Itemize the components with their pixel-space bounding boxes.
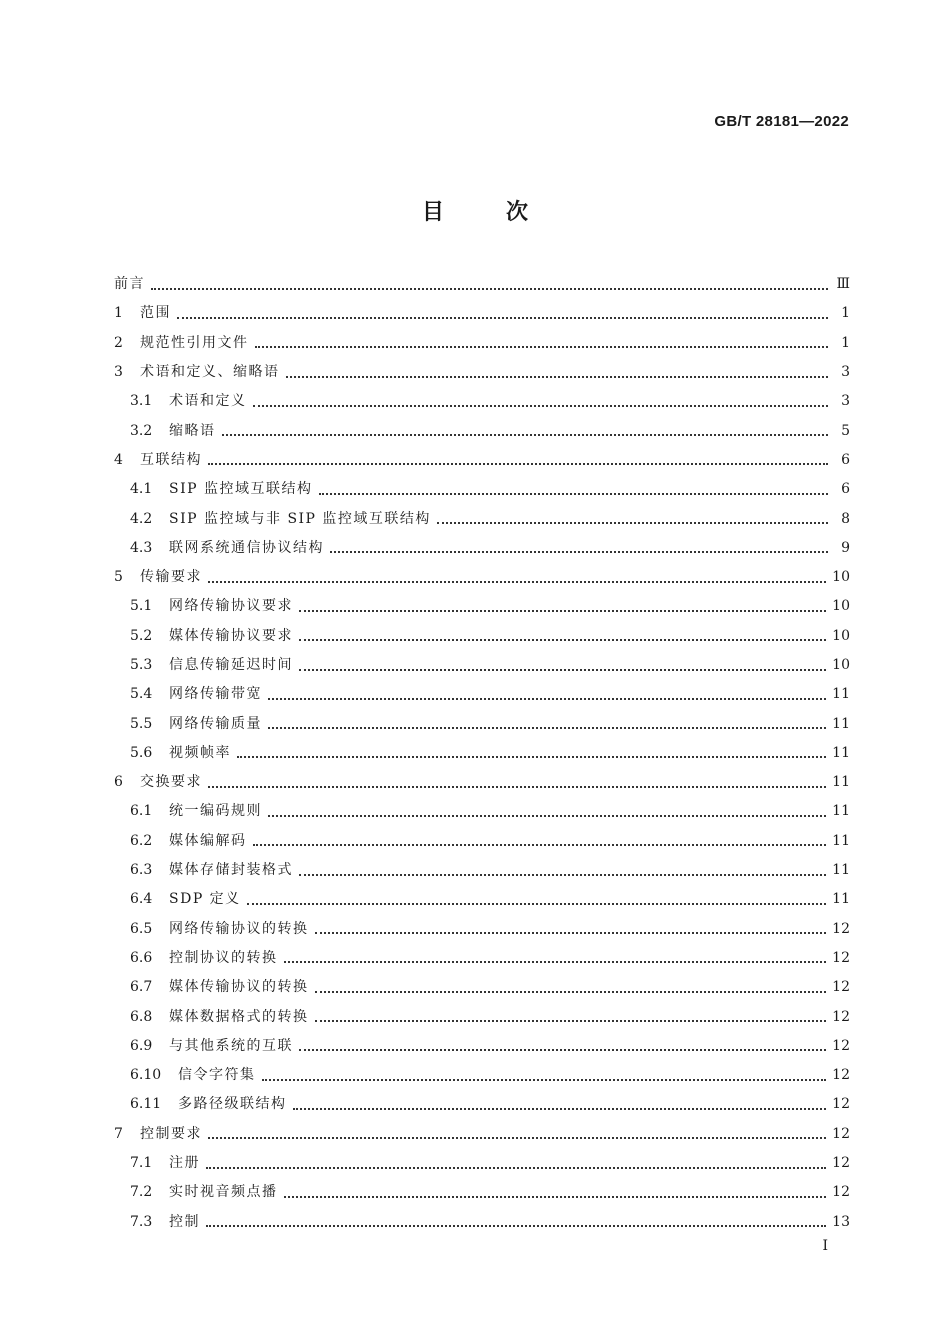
toc-entry[interactable]	[114, 1120, 850, 1149]
toc-entry-label: 媒体传输协议的转换	[169, 979, 309, 996]
toc-entry-number: 6.7	[130, 979, 153, 996]
toc-entry-number: 4.3	[130, 539, 153, 556]
toc-entry[interactable]	[114, 915, 850, 944]
toc-entry[interactable]	[114, 329, 850, 358]
toc-entry-label: 术语和定义、缩略语	[140, 364, 280, 381]
toc-entry[interactable]	[114, 709, 850, 738]
toc-entry-page: 12	[832, 1008, 850, 1025]
toc-entry-number: 6.8	[130, 1008, 153, 1025]
toc-entry-label: 媒体数据格式的转换	[169, 1008, 309, 1025]
toc-entry-page: Ⅲ	[836, 276, 850, 293]
dot-leader	[268, 801, 826, 817]
toc-entry[interactable]	[114, 358, 850, 387]
dot-leader	[299, 655, 826, 671]
standard-code: GB/T 28181—2022	[714, 113, 849, 130]
toc-entry-number: 6.3	[130, 862, 153, 879]
toc-entry[interactable]	[114, 797, 850, 826]
dot-leader	[237, 742, 826, 758]
toc-entry-page: 11	[832, 832, 850, 849]
toc-entry[interactable]	[114, 856, 850, 885]
toc-entry-label: 实时视音频点播	[169, 1184, 278, 1201]
toc-entry-label: 注册	[169, 1155, 200, 1172]
toc-entry-page: 3	[841, 364, 850, 381]
toc-entry-number: 6.2	[130, 832, 153, 849]
toc-entry[interactable]	[114, 504, 850, 533]
toc-entry-page: 5	[841, 422, 850, 439]
toc-entry-page: 6	[841, 481, 850, 498]
dot-leader	[319, 479, 829, 495]
dot-leader	[222, 420, 829, 436]
toc-entry-label: 互联结构	[140, 451, 202, 468]
toc-entry-label: 控制	[169, 1213, 200, 1230]
toc-entry-label: 媒体编解码	[169, 832, 247, 849]
toc-entry[interactable]	[114, 768, 850, 797]
dot-leader	[268, 713, 826, 729]
toc-entry-label: 媒体传输协议要求	[169, 627, 293, 644]
toc-entry-number: 5.5	[130, 715, 153, 732]
toc-entry-label: 控制协议的转换	[169, 949, 278, 966]
toc-entry[interactable]	[114, 387, 850, 416]
toc-entry-label: 网络传输协议要求	[169, 598, 293, 615]
toc-entry-page: 12	[832, 920, 850, 937]
dot-leader	[299, 860, 826, 876]
toc-entry-number: 6.6	[130, 949, 153, 966]
table-of-contents	[114, 270, 850, 1237]
toc-entry[interactable]	[114, 622, 850, 651]
toc-entry[interactable]	[114, 592, 850, 621]
toc-entry-number: 6.1	[130, 803, 153, 820]
toc-entry-page: 10	[832, 598, 850, 615]
toc-entry-number: 6.10	[130, 1067, 162, 1084]
dot-leader	[299, 596, 826, 612]
toc-entry[interactable]	[114, 299, 850, 328]
toc-entry-page: 12	[832, 1155, 850, 1172]
toc-entry-page: 12	[832, 1037, 850, 1054]
toc-entry-label: SIP 监控域与非 SIP 监控域互联结构	[169, 510, 431, 527]
dot-leader	[315, 977, 827, 993]
toc-entry[interactable]	[114, 651, 850, 680]
dot-leader	[315, 918, 827, 934]
toc-entry-number: 7.2	[130, 1184, 153, 1201]
toc-entry[interactable]	[114, 1149, 850, 1178]
toc-entry-number: 1	[114, 305, 123, 322]
dot-leader	[437, 508, 828, 524]
toc-entry[interactable]	[114, 680, 850, 709]
dot-leader	[253, 391, 829, 407]
dot-leader	[247, 889, 826, 905]
toc-entry-page: 11	[832, 803, 850, 820]
dot-leader	[284, 1182, 827, 1198]
toc-entry-number: 5.1	[130, 598, 153, 615]
toc-entry-label: 网络传输协议的转换	[169, 920, 309, 937]
toc-entry[interactable]	[114, 1090, 850, 1119]
dot-leader	[208, 567, 826, 583]
toc-entry-page: 9	[841, 539, 850, 556]
toc-entry[interactable]	[114, 973, 850, 1002]
toc-entry[interactable]	[114, 1178, 850, 1207]
toc-entry-label: 交换要求	[140, 774, 202, 791]
toc-entry-label: 媒体存储封装格式	[169, 862, 293, 879]
toc-entry-page: 11	[832, 862, 850, 879]
toc-entry[interactable]	[114, 885, 850, 914]
toc-entry-label: 前言	[114, 276, 145, 293]
toc-entry-number: 7.1	[130, 1155, 153, 1172]
toc-entry[interactable]	[114, 416, 850, 445]
dot-leader	[315, 1006, 827, 1022]
dot-leader	[299, 625, 826, 641]
toc-entry-label: 控制要求	[140, 1125, 202, 1142]
toc-entry-page: 1	[841, 334, 850, 351]
toc-title-left: 目	[421, 200, 444, 225]
toc-entry-label: SIP 监控域互联结构	[169, 481, 313, 498]
toc-entry[interactable]	[114, 446, 850, 475]
toc-entry-label: 术语和定义	[169, 393, 247, 410]
toc-entry-label: 统一编码规则	[169, 803, 262, 820]
toc-entry-page: 11	[832, 744, 850, 761]
toc-entry-number: 6	[114, 774, 123, 791]
dot-leader	[208, 449, 828, 465]
dot-leader	[330, 537, 828, 553]
toc-entry-page: 6	[841, 451, 850, 468]
dot-leader	[286, 362, 829, 378]
toc-entry-number: 6.4	[130, 891, 153, 908]
toc-entry-page: 11	[832, 891, 850, 908]
toc-entry-label: SDP 定义	[169, 891, 241, 908]
toc-entry-number: 5.2	[130, 627, 153, 644]
toc-entry-number: 5	[114, 569, 123, 586]
toc-entry-page: 12	[832, 1125, 850, 1142]
toc-title	[0, 195, 950, 226]
toc-entry[interactable]	[114, 475, 850, 504]
toc-entry-page: 12	[832, 1184, 850, 1201]
toc-entry-page: 8	[841, 510, 850, 527]
toc-entry-page: 10	[832, 569, 850, 586]
toc-entry-label: 多路径级联结构	[178, 1096, 287, 1113]
toc-entry-number: 7.3	[130, 1213, 153, 1230]
toc-entry-label: 网络传输带宽	[169, 686, 262, 703]
toc-entry-number: 2	[114, 334, 123, 351]
toc-entry-page: 10	[832, 627, 850, 644]
toc-title-right: 次	[506, 200, 529, 225]
footer-page-number: Ⅰ	[822, 1238, 828, 1254]
toc-entry-page: 11	[832, 774, 850, 791]
toc-entry-number: 4.1	[130, 481, 153, 498]
toc-entry-label: 信息传输延迟时间	[169, 657, 293, 673]
dot-leader	[206, 1153, 826, 1169]
toc-entry-label: 规范性引用文件	[140, 334, 249, 351]
dot-leader	[268, 684, 826, 700]
toc-entry[interactable]	[114, 1002, 850, 1031]
toc-entry-label: 联网系统通信协议结构	[169, 539, 324, 556]
dot-leader	[299, 1035, 826, 1051]
dot-leader	[208, 1123, 826, 1139]
toc-entry-page: 12	[832, 1096, 850, 1113]
dot-leader	[253, 830, 827, 846]
toc-entry-page: 12	[832, 979, 850, 996]
toc-entry-page: 1	[841, 305, 850, 322]
toc-entry-number: 6.9	[130, 1037, 153, 1054]
dot-leader	[284, 947, 827, 963]
toc-entry-number: 5.4	[130, 686, 153, 703]
toc-entry-label: 传输要求	[140, 569, 202, 586]
toc-entry-number: 3	[114, 364, 123, 381]
dot-leader	[151, 274, 828, 290]
toc-entry[interactable]	[114, 563, 850, 592]
toc-entry[interactable]	[114, 739, 850, 768]
toc-entry-number: 4.2	[130, 510, 153, 527]
toc-entry[interactable]	[114, 1032, 850, 1061]
dot-leader	[177, 303, 828, 319]
toc-entry-label: 视频帧率	[169, 744, 231, 761]
dot-leader	[208, 772, 826, 788]
toc-entry-label: 缩略语	[169, 422, 216, 439]
toc-entry[interactable]	[114, 827, 850, 856]
toc-entry-label: 与其他系统的互联	[169, 1037, 293, 1054]
toc-entry-label: 网络传输质量	[169, 715, 262, 732]
toc-entry-number: 5.6	[130, 744, 153, 761]
toc-entry-page: 11	[832, 715, 850, 732]
dot-leader	[255, 332, 829, 348]
toc-entry-number: 3.2	[130, 422, 153, 439]
toc-entry[interactable]	[114, 534, 850, 563]
toc-entry-number: 3.1	[130, 393, 153, 410]
toc-entry[interactable]	[114, 270, 850, 299]
toc-entry[interactable]	[114, 1208, 850, 1237]
toc-entry[interactable]	[114, 944, 850, 973]
toc-entry-number: 4	[114, 451, 123, 468]
dot-leader	[293, 1094, 827, 1110]
toc-entry-page: 12	[832, 949, 850, 966]
toc-entry[interactable]	[114, 1061, 850, 1090]
toc-entry-number: 7	[114, 1125, 123, 1142]
toc-entry-number: 5.3	[130, 657, 153, 673]
toc-entry-page: 13	[832, 1213, 850, 1230]
toc-entry-page: 12	[832, 1067, 850, 1084]
toc-entry-number: 6.11	[130, 1096, 162, 1113]
toc-entry-page: 10	[832, 657, 850, 673]
toc-entry-number: 6.5	[130, 920, 153, 937]
toc-entry-page: 3	[841, 393, 850, 410]
toc-entry-label: 信令字符集	[178, 1067, 256, 1084]
toc-entry-page: 11	[832, 686, 850, 703]
dot-leader	[262, 1065, 827, 1081]
dot-leader	[206, 1211, 826, 1227]
toc-entry-label: 范围	[140, 305, 171, 322]
